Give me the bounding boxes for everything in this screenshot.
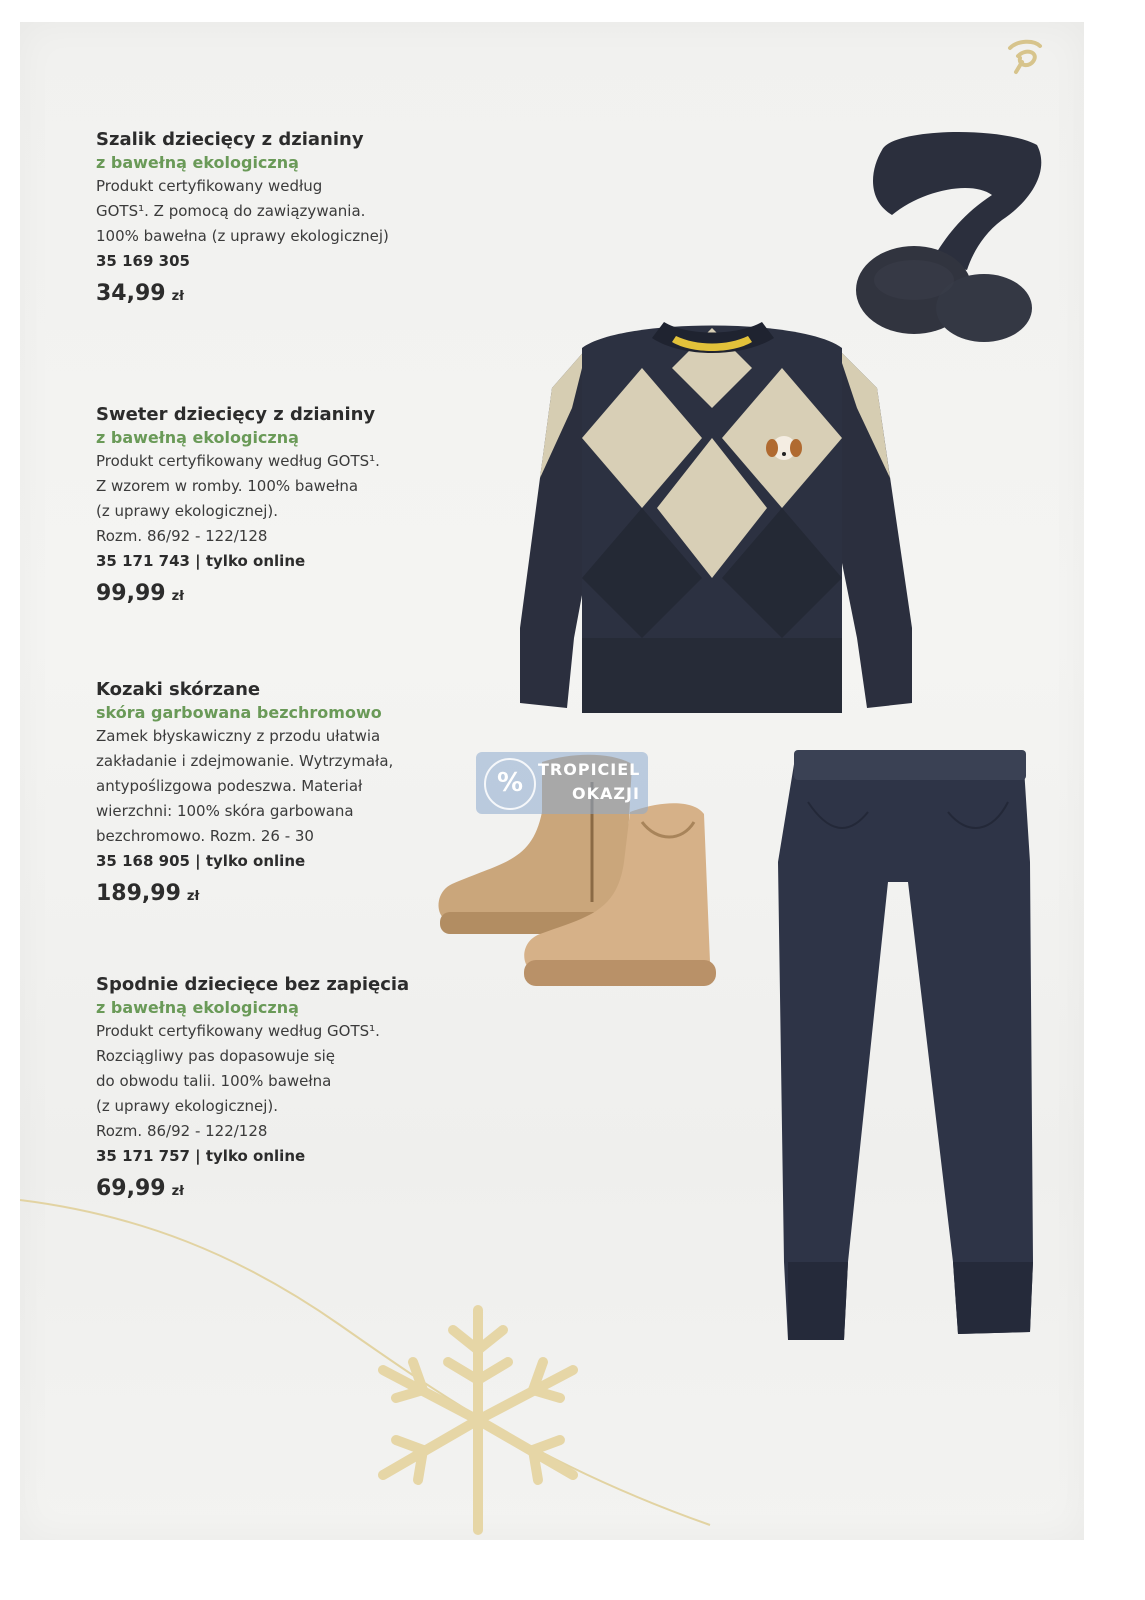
product-subtitle: skóra garbowana bezchromowo [96, 703, 382, 722]
product-code: 35 171 743 | tylko online [96, 552, 306, 570]
product-boots [96, 678, 456, 916]
product-description: Zamek błyskawiczny z przodu ułatwia zakładanie i zdejmowanie. Wytrzymała, antypoślizgowa podeszwa. Materiał wierzchni: 100% skóra garbowana bezchromowo. Rozm. 26 - 30 [96, 727, 394, 845]
product-title: Szalik dziecięcy z dzianiny [96, 129, 364, 150]
product-price: 69,99 zł [96, 1176, 184, 1201]
product-price: 34,99 zł [96, 281, 184, 306]
product-price: 99,99 zł [96, 581, 184, 606]
sweater-image [512, 308, 917, 733]
percent-icon: % [484, 758, 536, 810]
product-code: 35 171 757 | tylko online [96, 1147, 306, 1165]
product-trousers [96, 973, 456, 1211]
watermark [476, 752, 648, 814]
brand-logo-icon [1004, 36, 1046, 76]
product-scarf [96, 128, 456, 316]
product-code: 35 168 905 | tylko online [96, 852, 306, 870]
product-title: Sweter dziecięcy z dzianiny [96, 404, 376, 425]
product-description: Produkt certyfikowany według GOTS¹. Rozciągliwy pas dopasowuje się do obwodu talii. 100% bawełna (z uprawy ekologicznej). Rozm. 86/92 - 122/128 [96, 1022, 380, 1140]
snowflake-icon [328, 1290, 628, 1540]
product-description: Produkt certyfikowany według GOTS¹. Z wzorem w romby. 100% bawełna (z uprawy ekologicznej). Rozm. 86/92 - 122/128 [96, 452, 380, 545]
product-title: Kozaki skórzane [96, 679, 261, 700]
product-code: 35 169 305 [96, 252, 190, 270]
product-sweater [96, 403, 456, 616]
product-price: 189,99 zł [96, 881, 200, 906]
watermark-line2: OKAZJI [572, 784, 640, 803]
product-title: Spodnie dziecięce bez zapięcia [96, 974, 410, 995]
product-subtitle: z bawełną ekologiczną [96, 998, 299, 1017]
trousers-image [768, 742, 1043, 1352]
product-description: Produkt certyfikowany według GOTS¹. Z pomocą do zawiązywania. 100% bawełna (z uprawy ekologicznej) [96, 177, 389, 245]
product-subtitle: z bawełną ekologiczną [96, 153, 299, 172]
watermark-line1: TROPICIEL [538, 760, 641, 779]
product-subtitle: z bawełną ekologiczną [96, 428, 299, 447]
